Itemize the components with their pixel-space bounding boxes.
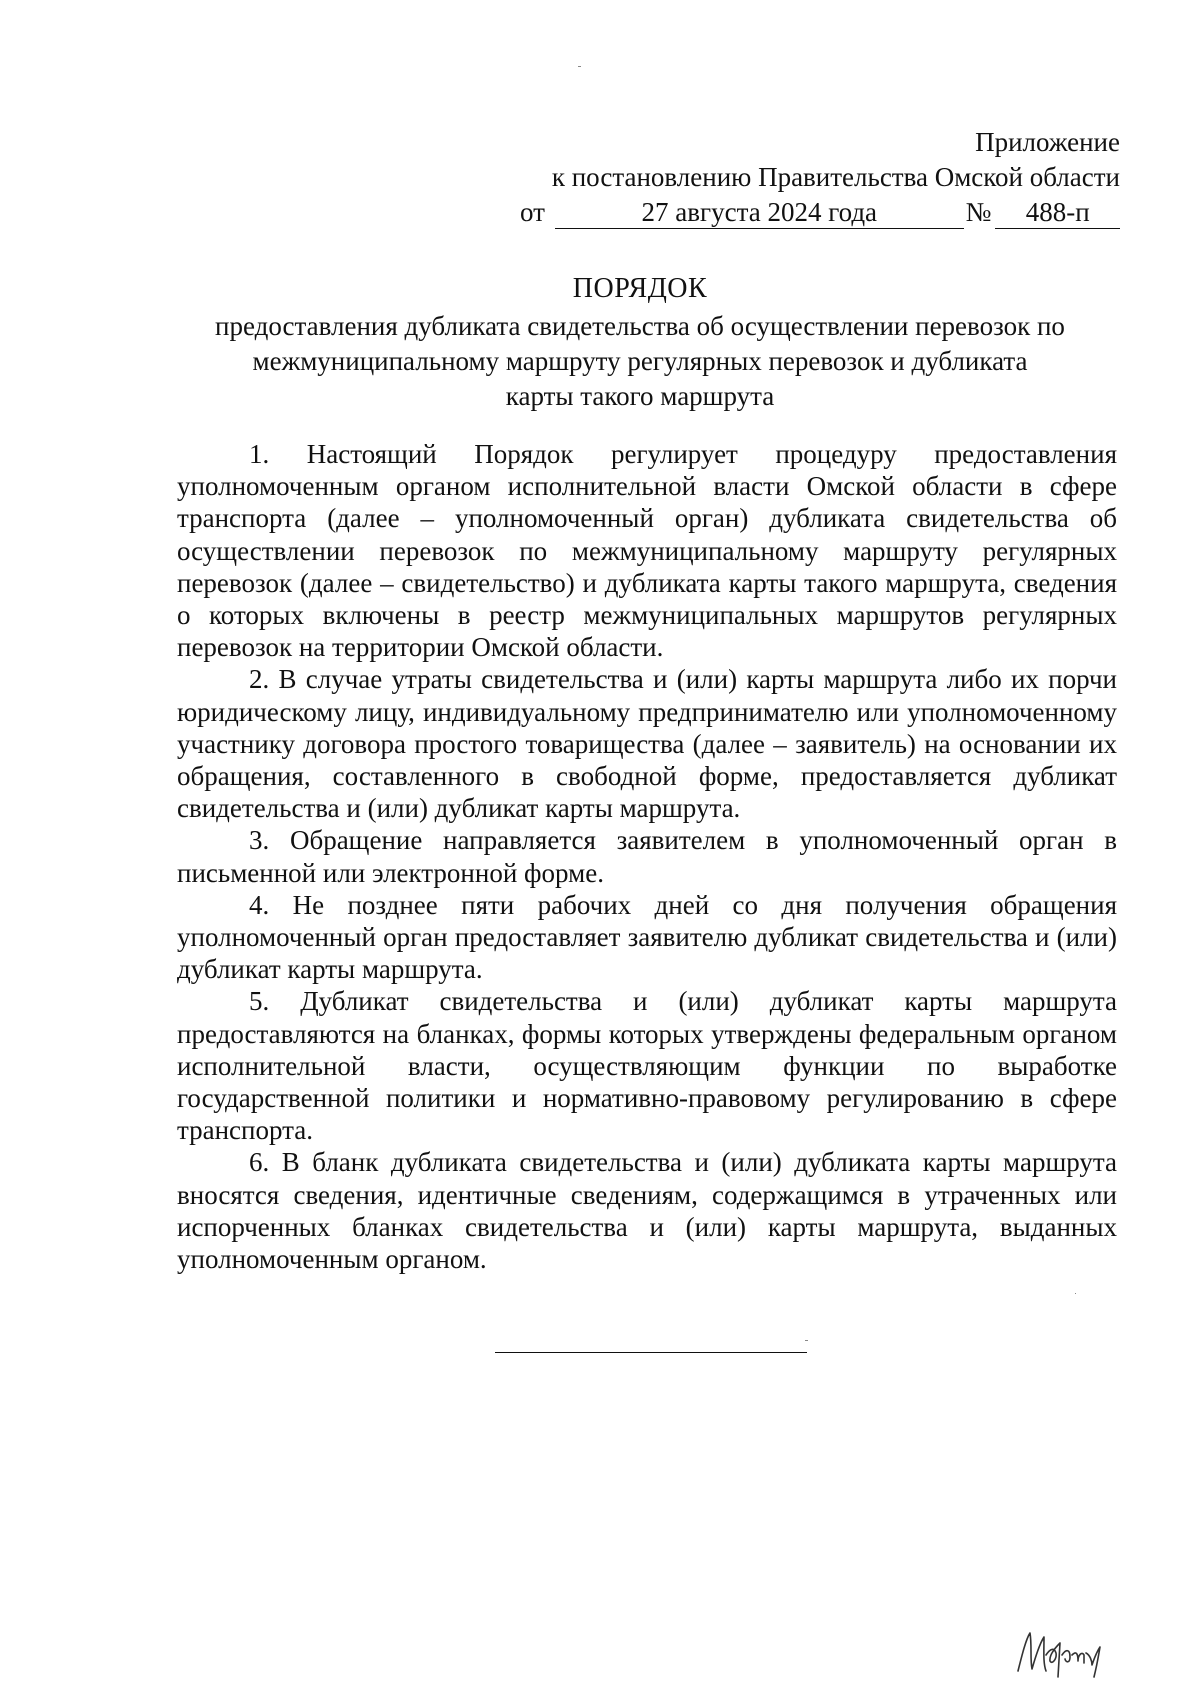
number-sign: № xyxy=(965,197,992,227)
date-prefix: от xyxy=(520,197,545,227)
scan-speck xyxy=(578,66,581,67)
appendix-resolution-line: к постановлению Правительства Омской области xyxy=(551,162,1120,192)
resolution-number: 488-п xyxy=(995,196,1120,229)
scan-speck xyxy=(1075,1293,1076,1294)
subtitle-line: межмуниципальному маршруту регулярных перевозок и дубликата xyxy=(252,346,1028,376)
subtitle-line: предоставления дубликата свидетельства об осуществлении перевозок по xyxy=(215,311,1065,341)
appendix-header xyxy=(520,125,1120,230)
paragraph-6: 6. В бланк дубликата свидетельства и (или) дубликата карты маршрута вносятся сведения, идентичные сведениям, содержащимся в утраченных или испорченных бланках свидетельства и (или) карты маршрута, выданных уполномоченным органом. xyxy=(177,1147,1117,1275)
document-body xyxy=(177,438,1117,1275)
closing-divider xyxy=(495,1352,807,1353)
document-title: ПОРЯДОК xyxy=(572,273,708,304)
handwritten-initials-signature xyxy=(1010,1625,1110,1680)
resolution-date: 27 августа 2024 года xyxy=(555,196,964,229)
paragraph-2: 2. В случае утраты свидетельства и (или) карты маршрута либо их порчи юридическому лицу, индивидуальному предпринимателю или уполномоченному участнику договора простого товарищества (далее – заявитель) на основании их обращения, составленного в свободной форме, предоставляется дубликат свидетельства и (или) дубликат карты маршрута. xyxy=(177,664,1117,824)
paragraph-1: 1. Настоящий Порядок регулирует процедуру предоставления уполномоченным органом исполнительной власти Омской области в сфере транспорта (далее – уполномоченный орган) дубликата свидетельства об осуществлении перевозок по межмуниципальному маршруту регулярных перевозок (далее – свидетельство) и дубликата карты такого маршрута, сведения о которых включены в реестр межмуниципальных маршрутов регулярных перевозок на территории Омской области. xyxy=(177,439,1117,663)
paragraph-4: 4. Не позднее пяти рабочих дней со дня получения обращения уполномоченный орган предоставляет заявителю дубликат свидетельства и (или) дубликат карты маршрута. xyxy=(177,889,1117,985)
appendix-date-row xyxy=(520,195,1120,230)
paragraph-3: 3. Обращение направляется заявителем в уполномоченный орган в письменной или электронной форме. xyxy=(177,825,1117,888)
appendix-title: Приложение xyxy=(975,127,1120,157)
paragraph-5: 5. Дубликат свидетельства и (или) дубликат карты маршрута предоставляются на бланках, формы которых утверждены федеральным органом исполнительной власти, осуществляющим функции по выработке государственной политики и нормативно-правовому регулированию в сфере транспорта. xyxy=(177,986,1117,1146)
scan-speck xyxy=(805,1340,808,1341)
subtitle-line: карты такого маршрута xyxy=(505,381,775,411)
document-subtitle xyxy=(175,309,1105,414)
